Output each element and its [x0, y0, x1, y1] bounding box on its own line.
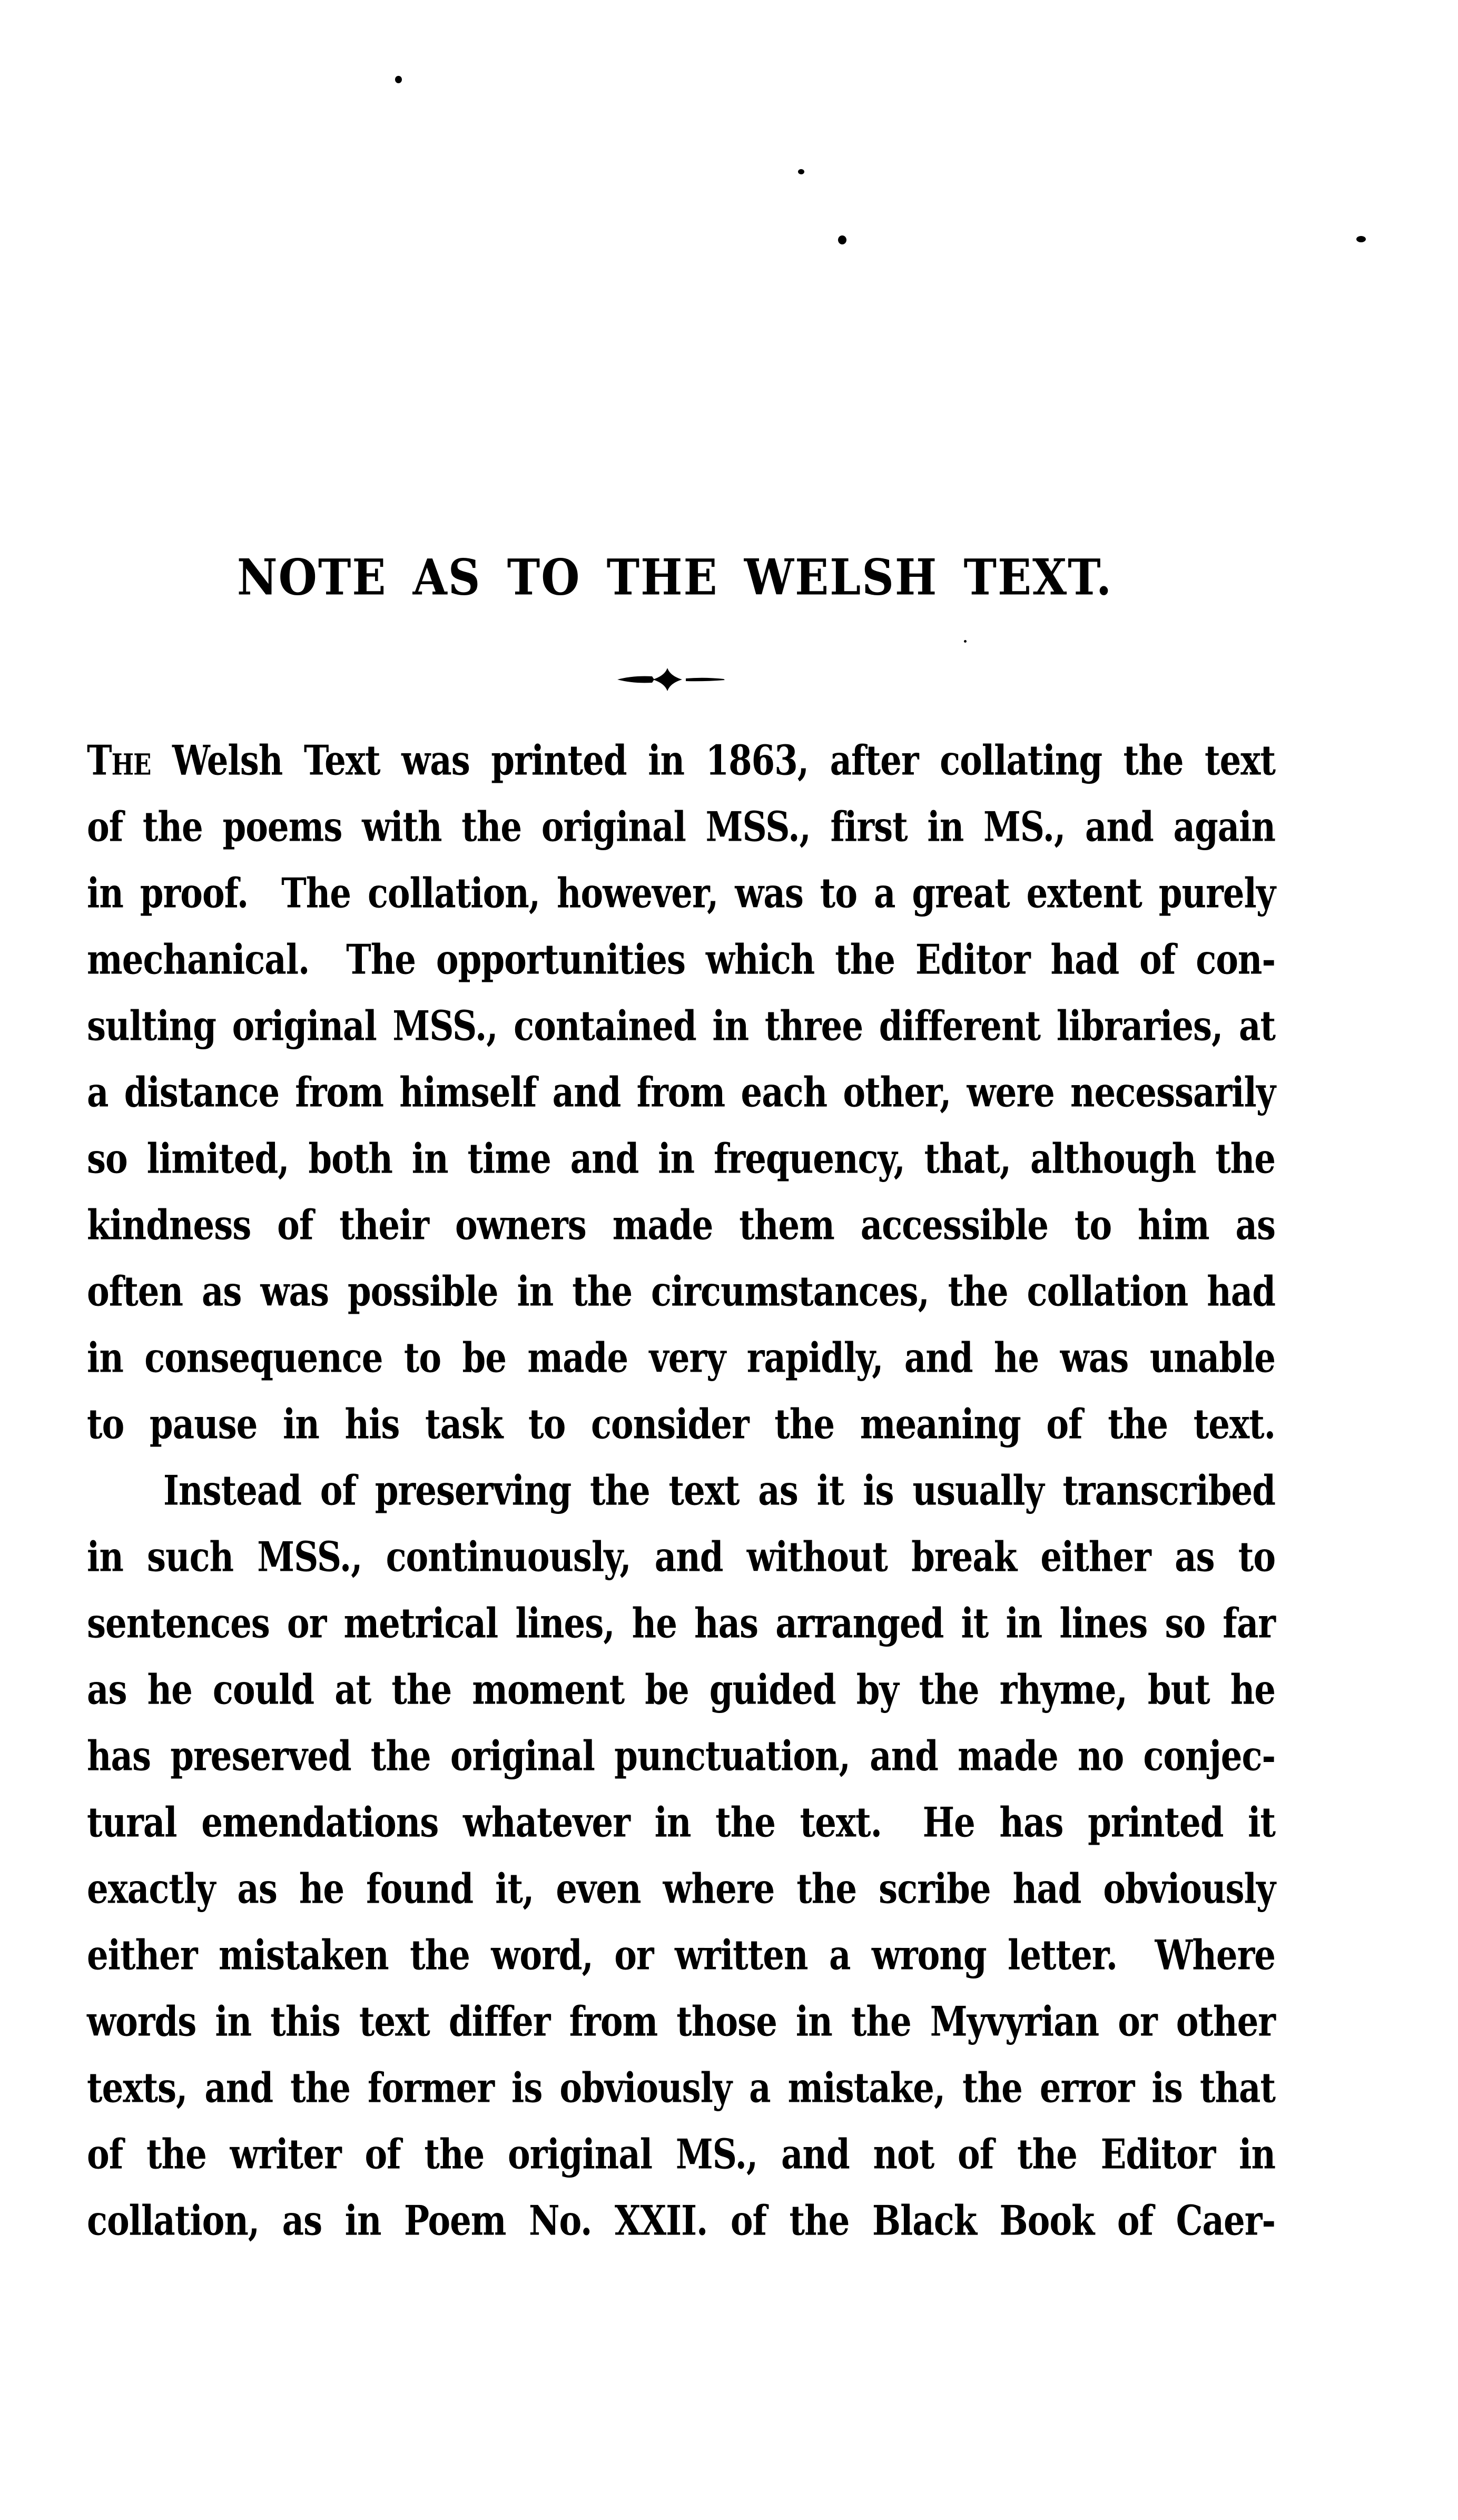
text-line: in such MSS., continuously, and without break either as to: [87, 1533, 1275, 1582]
text-line: has preserved the original punctuation, and made no conjec-: [87, 1732, 1275, 1781]
text-line: mechanical. The opportunities which the Editor had of con-: [87, 936, 1275, 985]
text-line: words in this text differ from those in the Myvyrian or other: [87, 1997, 1275, 2046]
text-line: tural emendations whatever in the text. He has printed it: [87, 1798, 1275, 1847]
page-title: NOTE AS TO THE WELSH TEXT.: [237, 548, 1113, 606]
ink-speck: [798, 169, 804, 174]
text-line: exactly as he found it, even where the scribe had obviously: [87, 1865, 1275, 1914]
text-line: sulting original MSS., contained in three different libraries, at: [87, 1002, 1275, 1051]
diamond-rule-ornament-icon: [617, 667, 725, 692]
text-line: of the poems with the original MSS., first in MS., and again: [87, 803, 1275, 852]
ink-speck: [838, 235, 846, 244]
text-line: collation, as in Poem No. XXII. of the Black Book of Caer-: [87, 2197, 1275, 2246]
text-line: of the writer of the original MS., and not of the Editor in: [87, 2130, 1275, 2179]
text-line: in consequence to be made very rapidly, and he was unable: [87, 1334, 1275, 1383]
ink-speck: [395, 76, 402, 83]
text-line: sentences or metrical lines, he has arranged it in lines so far: [87, 1599, 1275, 1648]
text-line: as he could at the moment be guided by the rhyme, but he: [87, 1666, 1275, 1715]
lead-word: The: [87, 736, 151, 785]
text-line: in proof. The collation, however, was to a great extent purely: [87, 869, 1275, 918]
text-line: kindness of their owners made them accessible to him as: [87, 1201, 1275, 1250]
body-text: [87, 728, 1275, 2255]
text-line-rest: Welsh Text was printed in 1863, after collating the text: [172, 736, 1276, 785]
ink-speck: [964, 640, 967, 643]
ink-speck: [1356, 236, 1366, 242]
text-line: often as was possible in the circumstances, the collation had: [87, 1267, 1275, 1316]
text-line: to pause in his task to consider the meaning of the text.: [87, 1400, 1275, 1449]
text-line: Instead of preserving the text as it is usually transcribed: [163, 1466, 1275, 1515]
text-line: a distance from himself and from each other, were necessarily: [87, 1068, 1275, 1117]
text-line: either mistaken the word, or written a wrong letter. Where: [87, 1931, 1275, 1980]
text-line: so limited, both in time and in frequency, that, although the: [87, 1135, 1275, 1184]
text-line: texts, and the former is obviously a mistake, the error is that: [87, 2064, 1275, 2113]
